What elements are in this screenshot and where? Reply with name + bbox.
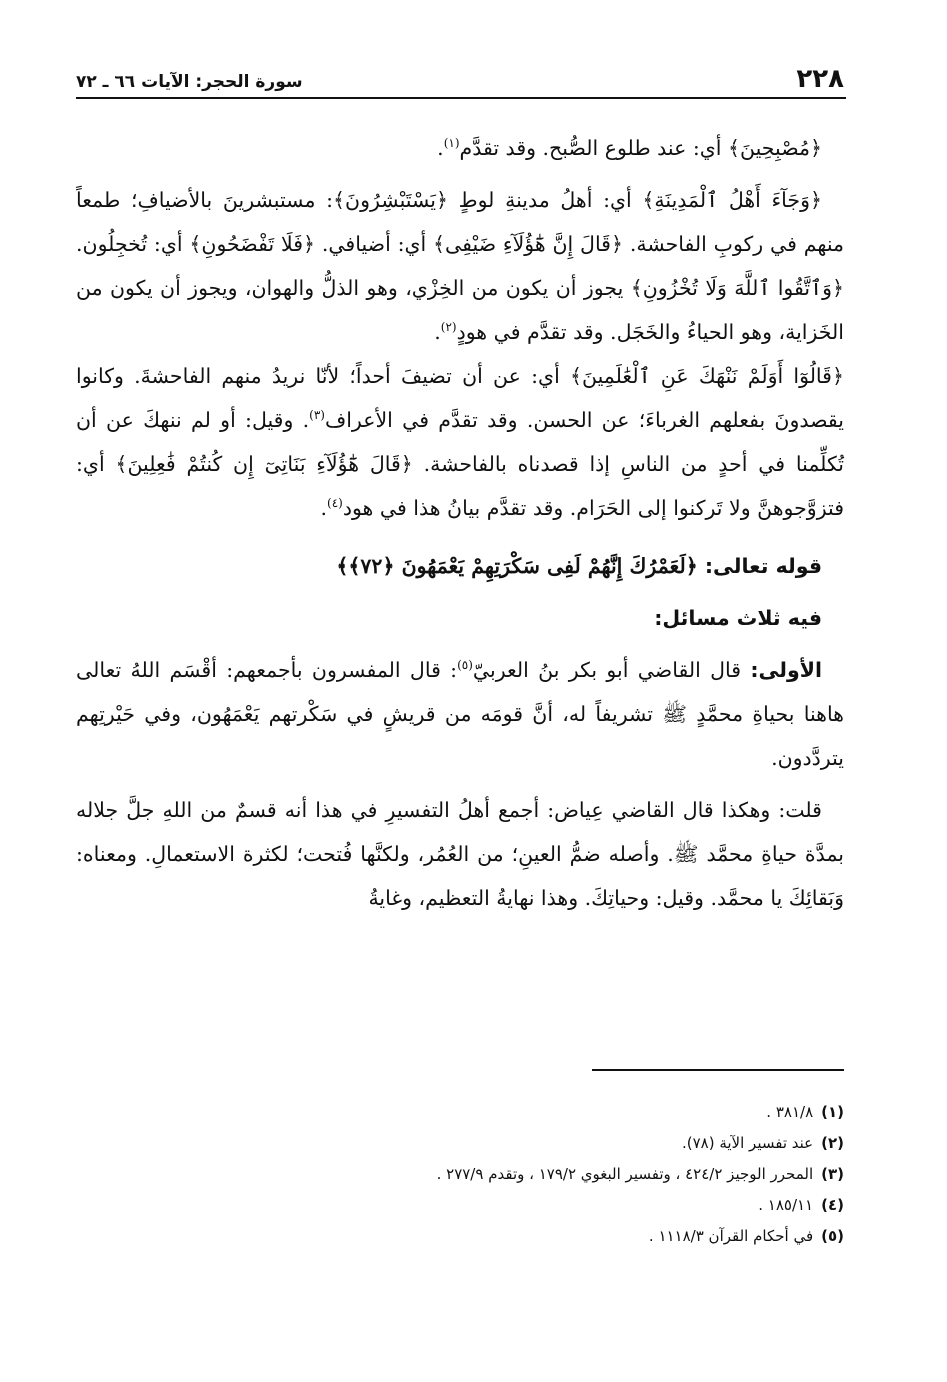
running-head xyxy=(76,58,844,94)
running-title: سورة الحجر: الآيات ٦٦ ـ ٧٢ xyxy=(76,72,303,92)
footnote-number: (٥) xyxy=(821,1227,844,1245)
footnote-number: (٢) xyxy=(821,1134,844,1152)
footnote-text: ١٨٥/١١ . xyxy=(758,1196,814,1214)
footnote-text: في أحكام القرآن ١١١٨/٣ . xyxy=(648,1227,814,1245)
paragraph-3-text-a: ﴿قَالُوٓا أَوَلَمْ نَنْهَكَ عَنِ ٱلْعَٰلَمِينَ﴾ أي: عن أن تضيفَ أحداً؛ لأنّا نريدُ منهم الفاحشةَ. وكانوا يقصدونَ بفعلهم الغرباءَ؛ عن الحسن. وقد تقدَّم في الأعراف xyxy=(76,364,844,432)
footnote-rule xyxy=(592,1069,844,1071)
paragraph-4-text-b: : قال المفسرون بأجمعهم: أقْسَم اللهُ تعالى هاهنا بحياةِ محمَّدٍ ﷺ تشريفاً له، أنَّ قومَه من قريشٍ في سَكْرتهم يَعْمَهُون، وفي حَيْرتِهم يتردَّدون. xyxy=(76,658,844,770)
footnote-text: المحرر الوجيز ٤٢٤/٢ ، وتفسير البغوي ١٧٩/٢ ، وتقدم ٢٧٧/٩ . xyxy=(436,1165,814,1183)
verse-heading-lead: قوله تعالى: xyxy=(704,554,822,578)
verse-heading xyxy=(76,544,844,588)
paragraph-3-text-b: . وقيل: أو لم ننهكَ عن أن تُكلِّمنا في أحدٍ من الناسِ إذا قصدناه بالفاحشة. ﴿قَالَ هَٰٓؤُلَآءِ بَنَاتِىٓ إِن كُنتُمْ فَٰعِلِينَ﴾ أي: فتزوَّجوهنَّ ولا تَركنوا إلى الحَرَام. وقد تقدَّم بيانُ هذا في هود xyxy=(76,408,844,520)
footnotes xyxy=(76,1097,844,1252)
footnote-ref-3[interactable]: (٣) xyxy=(309,408,325,423)
footnote-number: (٣) xyxy=(821,1165,844,1183)
footnote-text: عند تفسير الآية (٧٨). xyxy=(681,1134,814,1152)
paragraph-2 xyxy=(76,178,844,354)
footnote-number: (١) xyxy=(821,1103,844,1121)
main-text xyxy=(76,126,844,920)
verse-text: ﴿لَعَمْرُكَ إِنَّهُمْ لَفِى سَكْرَتِهِمْ يَعْمَهُونَ ﴿٧٢﴾﴾ xyxy=(336,554,698,578)
footnote-2 xyxy=(76,1128,844,1159)
footnote-ref-4[interactable]: (٤) xyxy=(327,496,343,511)
issue-one-label: الأولى: xyxy=(750,658,822,682)
footnote-ref-5[interactable]: (٥) xyxy=(457,658,473,673)
page-number: ٢٢٨ xyxy=(796,64,844,94)
paragraph-4-text-a: قال القاضي أبو بكر بنُ العربيّ xyxy=(472,658,751,682)
footnote-4 xyxy=(76,1190,844,1221)
footnote-ref-1[interactable]: (١) xyxy=(443,136,460,151)
paragraph-2-end: . xyxy=(434,320,441,344)
footnote-5 xyxy=(76,1221,844,1252)
paragraph-3-end: . xyxy=(320,496,327,520)
paragraph-4 xyxy=(76,648,844,780)
footnote-1 xyxy=(76,1097,844,1128)
header-rule xyxy=(76,97,846,99)
issues-heading: فيه ثلاث مسائل: xyxy=(654,606,822,630)
paragraph-5 xyxy=(76,788,844,920)
footnote-3 xyxy=(76,1159,844,1190)
paragraph-3 xyxy=(76,354,844,530)
paragraph-2-text: ﴿وَجَآءَ أَهْلُ ٱلْمَدِينَةِ﴾ أي: أهلُ مدينةِ لوطٍ ﴿يَسْتَبْشِرُونَ﴾: مستبشرينَ بالأضيافِ؛ طمعاً منهم في ركوبِ الفاحشة. ﴿قَالَ إِنَّ هَٰٓؤُلَآءِ ضَيْفِى﴾ أي: أضيافي. ﴿فَلَا تَفْضَحُونِ﴾ أي: تُخجِلُون. ﴿وَٱتَّقُوا ٱللَّهَ وَلَا تُخْزُونِ﴾ يجوز أن يكون من الخِزْي، وهو الذلُّ والهوان، ويجوز أن يكون من الخَزاية، وهو الحياءُ والخَجَل. وقد تقدَّم في هودٍ xyxy=(76,188,844,344)
paragraph-1-text: ﴿مُصْبِحِينَ﴾ أي: عند طلوع الصُّبح. وقد تقدَّم xyxy=(459,136,822,160)
paragraph-5-text: قلت: وهكذا قال القاضي عِياض: أجمع أهلُ التفسيرِ في هذا أنه قسمٌ من اللهِ جلَّ جلاله بمدَّة حياةِ محمَّد ﷺ. وأصله ضمُّ العينِ؛ من العُمُر، ولكنَّها فُتحت؛ لكثرة الاستعمالِ. ومعناه: وَبَقائِكَ يا محمَّد. وقيل: وحياتِكَ. وهذا نهايةُ التعظيم، وغايةُ xyxy=(76,798,844,910)
footnote-text: ٣٨١/٨ . xyxy=(766,1103,814,1121)
paragraph-1-end: . xyxy=(437,136,444,160)
paragraph-1 xyxy=(76,126,844,170)
footnote-number: (٤) xyxy=(821,1196,844,1214)
footnote-ref-2[interactable]: (٢) xyxy=(440,320,457,335)
